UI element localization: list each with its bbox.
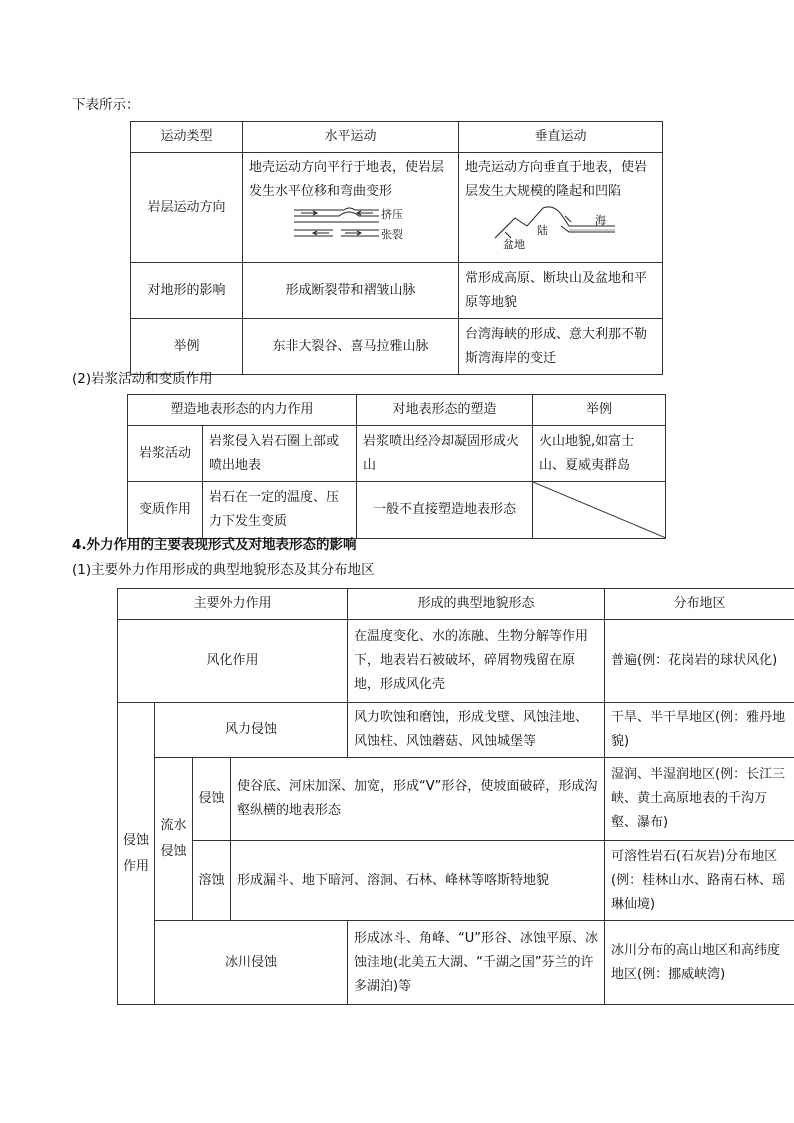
header-shaping: 对地表形态的塑造 [357, 395, 533, 426]
glacier-erosion-area: 冰川分布的高山地区和高纬度地区(例：挪威峡湾) [605, 921, 794, 1005]
header-example: 举例 [533, 395, 666, 426]
metamorphism-shape: 一般不直接塑造地表形态 [357, 482, 533, 539]
row-label-direction: 岩层运动方向 [131, 153, 243, 263]
horizontal-direction-cell [243, 153, 459, 263]
section2-title: (2)岩浆活动和变质作用 [72, 371, 213, 387]
weathering-form: 在温度变化、水的冻融、生物分解等作用下，地表岩石被破坏，碎屑物残留在原地，形成风化壳 [348, 620, 605, 703]
magma-metamorphism-table [127, 394, 666, 539]
weathering-label: 风化作用 [118, 620, 348, 703]
vertical-direction-cell [459, 153, 663, 263]
glacier-erosion-label: 冰川侵蚀 [155, 921, 348, 1005]
wind-erosion-label: 风力侵蚀 [155, 703, 348, 758]
metamorphism-label: 变质作用 [128, 482, 203, 539]
wind-erosion-area: 干旱、半干旱地区(例：雅丹地貌) [605, 703, 794, 758]
solution-form: 形成漏斗、地下暗河、溶洞、石林、峰林等喀斯特地貌 [231, 841, 605, 921]
header-internal-force: 塑造地表形态的内力作用 [128, 395, 357, 426]
row-label-example: 举例 [131, 319, 243, 375]
tension-label: 张裂 [381, 228, 403, 241]
erosion-label: 侵蚀作用 [118, 703, 155, 1005]
basin-label: 盆地 [503, 238, 525, 250]
intro-text: 下表所示： [72, 97, 140, 113]
magma-shape: 岩浆喷出经冷却凝固形成火山 [357, 426, 533, 482]
header-movement-type: 运动类型 [131, 122, 243, 153]
vertical-impact: 常形成高原、断块山及盆地和平原等地貌 [459, 263, 663, 319]
water-cutting-form: 使谷底、河床加深、加宽，形成“V”形谷，使坡面破碎，形成沟壑纵横的地表形态 [231, 758, 605, 841]
wind-erosion-form: 风力吹蚀和磨蚀，形成戈壁、风蚀洼地、风蚀柱、风蚀蘑菇、风蚀城堡等 [348, 703, 605, 758]
water-cutting-area: 湿润、半湿润地区(例：长江三峡、黄土高原地表的千沟万壑、瀑布) [605, 758, 794, 841]
metamorphism-desc: 岩石在一定的温度、压力下发生变质 [203, 482, 357, 539]
land-label: 陆 [537, 224, 548, 237]
magma-desc: 岩浆侵入岩石圈上部或喷出地表 [203, 426, 357, 482]
section4-title: 4.外力作用的主要表现形式及对地表形态的影响 [72, 537, 357, 553]
vertical-example: 台湾海峡的形成、意大利那不勒斯湾海岸的变迁 [459, 319, 663, 375]
water-erosion-label: 流水侵蚀 [155, 758, 193, 921]
empty-diagonal-cell [533, 482, 666, 539]
crust-movement-table [130, 121, 663, 375]
weathering-area: 普遍(例：花岗岩的球状风化) [605, 620, 794, 703]
horizontal-movement-diagram [249, 204, 449, 242]
water-cutting-label: 侵蚀 [193, 758, 231, 841]
diagonal-line [533, 482, 666, 538]
magma-label: 岩浆活动 [128, 426, 203, 482]
solution-area: 可溶性岩石(石灰岩)分布地区(例：桂林山水、路南石林、瑶琳仙境) [605, 841, 794, 921]
horizontal-example: 东非大裂谷、喜马拉雅山脉 [243, 319, 459, 375]
horizontal-impact: 形成断裂带和褶皱山脉 [243, 263, 459, 319]
horizontal-direction-text: 地壳运动方向平行于地表，使岩层发生水平位移和弯曲变形 [249, 160, 445, 199]
sea-label: 海 [595, 214, 606, 227]
compress-label: 挤压 [381, 208, 403, 221]
header-distribution: 分布地区 [605, 589, 794, 620]
header-horizontal: 水平运动 [243, 122, 459, 153]
section4-subtitle: (1)主要外力作用形成的典型地貌形态及其分布地区 [72, 562, 375, 578]
header-external-force: 主要外力作用 [118, 589, 348, 620]
solution-label: 溶蚀 [193, 841, 231, 921]
vertical-movement-diagram [465, 204, 655, 250]
header-landform: 形成的典型地貌形态 [348, 589, 605, 620]
row-label-impact: 对地形的影响 [131, 263, 243, 319]
magma-example: 火山地貌,如富士山、夏威夷群岛 [533, 426, 666, 482]
vertical-direction-text: 地壳运动方向垂直于地表，使岩层发生大规模的隆起和凹陷 [465, 160, 648, 199]
header-vertical: 垂直运动 [459, 122, 663, 153]
glacier-erosion-form: 形成冰斗、角峰、“U”形谷、冰蚀平原、冰蚀洼地(北美五大湖、“千湖之国”芬兰的许多湖泊)等 [348, 921, 605, 1005]
external-force-table [117, 588, 794, 1005]
